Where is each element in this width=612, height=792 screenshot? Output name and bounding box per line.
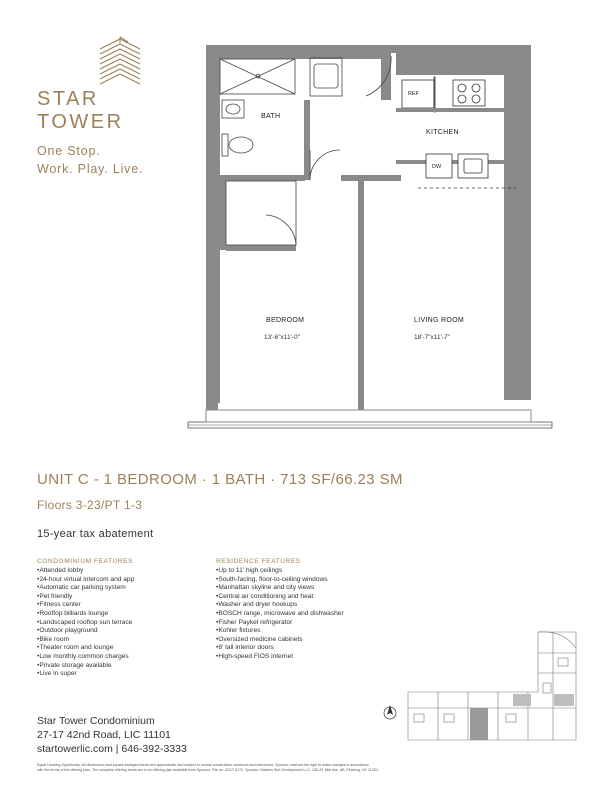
- fixture-label-ref: REF: [408, 91, 419, 97]
- kitchen-sink: [458, 154, 488, 178]
- toilet-tank: [222, 134, 228, 156]
- residence-features-list: [216, 567, 344, 662]
- floor-plan: [186, 40, 556, 440]
- brand-name-line2: TOWER: [37, 111, 124, 133]
- list-item: • Kohler fixtures: [216, 627, 344, 636]
- list-item: • Oversized medicine cabinets: [216, 636, 344, 645]
- list-item: • South-facing, floor-to-ceiling windows: [216, 576, 344, 585]
- tax-abatement: 15-year tax abatement: [37, 528, 154, 540]
- list-item: • Private storage available: [37, 662, 134, 671]
- list-item: • Up to 11' high ceilings: [216, 567, 344, 576]
- list-item: • High-speed FIOS internet: [216, 653, 344, 662]
- sink: [222, 100, 244, 118]
- condominium-features-list: [37, 567, 134, 679]
- condominium-features-heading: CONDOMINIUM FEATURES: [37, 558, 134, 565]
- list-item: • BOSCH range, microwave and dishwasher: [216, 610, 344, 619]
- disclaimer-line1: Equal Housing Opportunity. All dimensions and square footages herein are approximate and subject to normal construction variances and tolerances. Sponsor reserves the right to make changes in accordance: [37, 763, 369, 767]
- tagline-line1: One Stop.: [37, 144, 101, 158]
- list-item: • Bike room: [37, 636, 134, 645]
- list-item: • Manhattan skyline and city views: [216, 584, 344, 593]
- room-label-bath: BATH: [261, 113, 281, 120]
- legal-disclaimer: [37, 763, 577, 773]
- list-item: • Pet friendly: [37, 593, 134, 602]
- list-item: • Fisher Paykel refrigerator: [216, 619, 344, 628]
- list-item: • Landscaped rooftop sun terrace: [37, 619, 134, 628]
- building-cores: [513, 694, 574, 706]
- unit-title: UNIT C - 1 BEDROOM · 1 BATH · 713 SF/66.23 SM: [37, 471, 403, 488]
- room-label-kitchen: KITCHEN: [426, 129, 459, 136]
- brand-name: [37, 88, 147, 134]
- list-item: • Rooftop billiards lounge: [37, 610, 134, 619]
- room-dim-bedroom: 13'-6"x11'-0": [264, 334, 300, 341]
- contact-web-phone: startowerlic.com | 646-392-3333: [37, 743, 187, 755]
- room-label-living: LIVING ROOM: [414, 317, 464, 324]
- disclaimer-line2: with the terms of the offering plan. The complete offering terms are in an offering plan available from Sponsor. File no. CD17-0172. Sponsor: Eastern Sun Development LLC, 136-20 38th Ave, 6B, Flushing, NY 11354.: [37, 768, 379, 772]
- list-item: • Outdoor playground: [37, 627, 134, 636]
- residence-features-heading: RESIDENCE FEATURES: [216, 558, 301, 565]
- list-item: • 8' tall interior doors: [216, 644, 344, 653]
- list-item: • Live in super: [37, 670, 134, 679]
- list-item: • Central air conditioning and heat: [216, 593, 344, 602]
- fixture-label-dw: DW: [432, 164, 442, 170]
- room-label-bedroom: BEDROOM: [266, 317, 305, 324]
- window-wall: [188, 410, 552, 428]
- key-plan: [378, 628, 578, 746]
- list-item: • Fitness center: [37, 601, 134, 610]
- contact-name: Star Tower Condominium: [37, 715, 155, 727]
- list-item: • Washer and dryer hookups: [216, 601, 344, 610]
- contact-block: [37, 714, 187, 756]
- list-item: • Theater room and lounge: [37, 644, 134, 653]
- list-item: • Low monthly common charges: [37, 653, 134, 662]
- list-item: • Attended lobby: [37, 567, 134, 576]
- unit-c-highlight: [470, 708, 488, 740]
- condominium-features: [37, 558, 134, 679]
- range: [453, 80, 485, 106]
- building-outline: [408, 632, 576, 740]
- north-arrow-icon: [384, 705, 396, 719]
- unit-floors: Floors 3-23/PT 1-3: [37, 498, 143, 512]
- brand-name-line1: STAR: [37, 88, 99, 110]
- toilet: [229, 137, 253, 153]
- residence-features: [216, 558, 344, 662]
- tagline-line2: Work. Play. Live.: [37, 162, 144, 176]
- star-tower-logo-icon: [98, 35, 142, 85]
- list-item: • 24-hour virtual intercom and app: [37, 576, 134, 585]
- contact-address: 27-17 42nd Road, LIC 11101: [37, 729, 171, 741]
- room-dim-living: 18'-7"x11'-7": [414, 334, 450, 341]
- list-item: • Automatic car parking system: [37, 584, 134, 593]
